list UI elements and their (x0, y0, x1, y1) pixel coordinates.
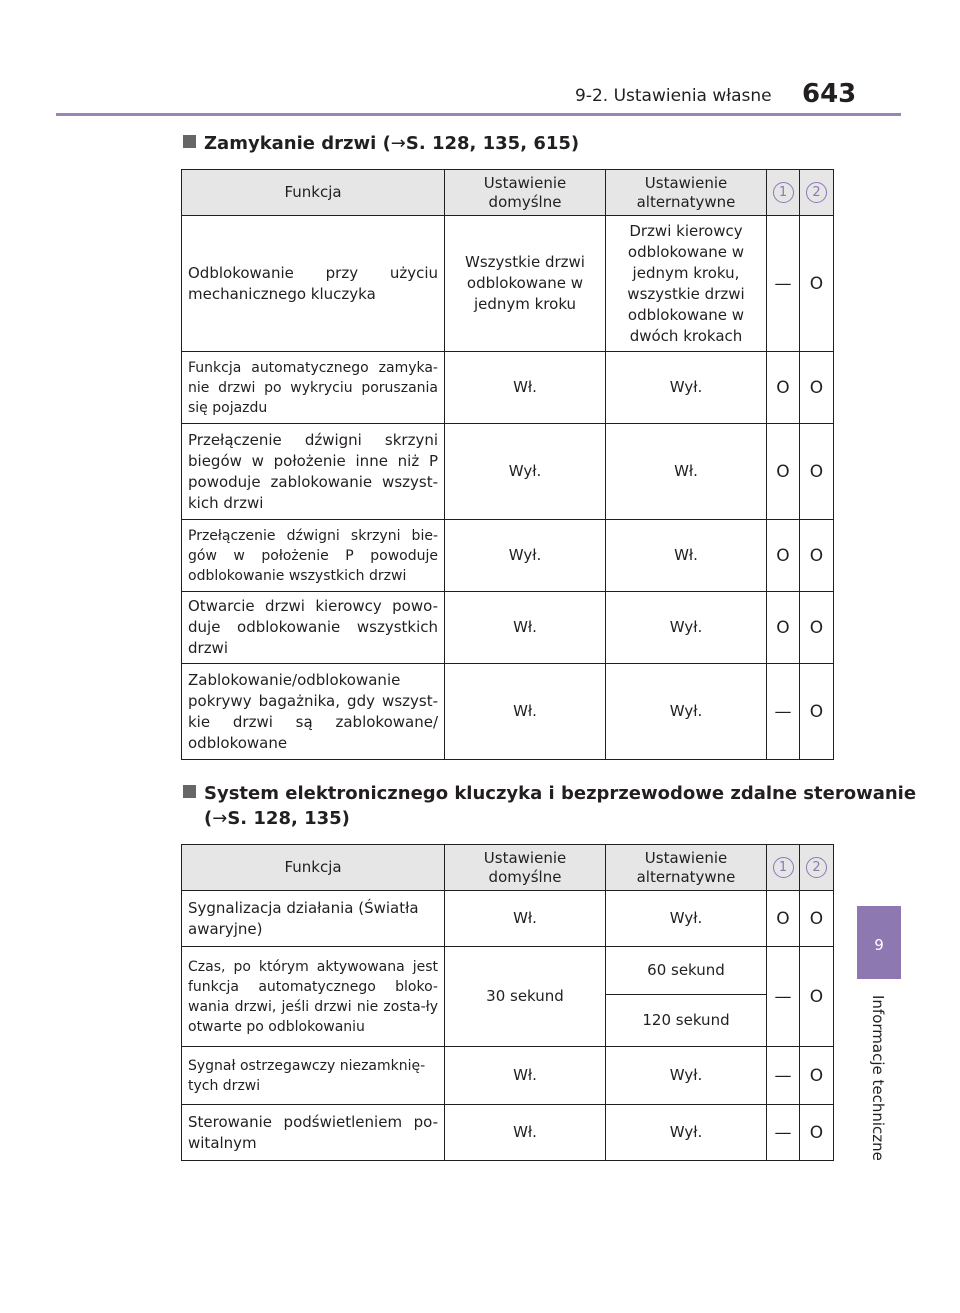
mark-2-cell: O (800, 520, 834, 592)
default-cell: Wył. (445, 520, 606, 592)
mark-1-cell: — (767, 1105, 800, 1161)
col-header-alternative: Ustawienie alternatywne (606, 845, 767, 891)
mark-2-cell: O (800, 891, 834, 947)
function-cell: Przełączenie dźwigni skrzyni bie-gów w położenie P powoduje odblokowanie wszystkich drzwi (182, 520, 445, 592)
mark-1-cell: — (767, 216, 800, 352)
default-cell: Wł. (445, 592, 606, 664)
running-header-section: 9-2. Ustawienia własne (575, 86, 772, 106)
default-cell: Wszystkie drzwi odblokowane w jednym kroku (445, 216, 606, 352)
alternative-cell: Wył. (606, 1047, 767, 1105)
default-cell: 30 sekund (445, 947, 606, 1047)
default-cell: Wł. (445, 1105, 606, 1161)
chapter-title: Informacje techniczne (869, 995, 887, 1161)
chapter-label (867, 995, 889, 1165)
table-row (182, 1105, 834, 1161)
col-header-default: Ustawienie domyślne (445, 170, 606, 216)
alternative-cell: Wył. (606, 664, 767, 760)
section-title: System elektronicznego kluczyka i bezprzewodowe zdalne sterowanie (204, 783, 917, 804)
alternative-cell: Drzwi kierowcy odblokowane w jednym kroku, wszystkie drzwi odblokowane w dwóch krokach (606, 216, 767, 352)
mark-1-cell: — (767, 1047, 800, 1105)
mark-1-cell: O (767, 424, 800, 520)
function-cell: Sterowanie podświetleniem po-witalnym (182, 1105, 445, 1161)
col-header-mark-2 (800, 845, 834, 891)
table-row (182, 891, 834, 947)
table-header-row (182, 170, 834, 216)
mark-1-cell: — (767, 947, 800, 1047)
mark-2-cell: O (800, 424, 834, 520)
table-row (182, 947, 834, 995)
mark-2-cell: O (800, 592, 834, 664)
mark-2-cell: O (800, 352, 834, 424)
mark-1-cell: O (767, 592, 800, 664)
settings-table-door-lock (181, 169, 834, 760)
square-bullet-icon (183, 135, 196, 148)
function-cell: Zablokowanie/odblokowanie pokrywy bagażnika, gdy wszyst-kie drzwi są zablokowane/ odblokowane (182, 664, 445, 760)
alternative-cell: Wł. (606, 424, 767, 520)
table-row (182, 520, 834, 592)
col-header-function: Funkcja (182, 170, 445, 216)
default-cell: Wł. (445, 1047, 606, 1105)
circled-one-icon: 1 (773, 857, 794, 878)
col-header-mark-2 (800, 170, 834, 216)
section-heading-smart-key (183, 781, 916, 831)
page-number: 643 (802, 79, 857, 109)
function-cell: Otwarcie drzwi kierowcy powo-duje odblokowanie wszystkich drzwi (182, 592, 445, 664)
function-cell: Sygnał ostrzegawczy niezamknię-tych drzwi (182, 1047, 445, 1105)
col-header-mark-1 (767, 845, 800, 891)
default-cell: Wł. (445, 891, 606, 947)
mark-2-cell: O (800, 664, 834, 760)
circled-one-icon: 1 (773, 182, 794, 203)
alternative-cell: 60 sekund (606, 947, 767, 995)
table-row (182, 664, 834, 760)
default-cell: Wł. (445, 664, 606, 760)
function-cell: Odblokowanie przy użyciu mechanicznego kluczyka (182, 216, 445, 352)
settings-table-smart-key (181, 844, 834, 1161)
mark-1-cell: O (767, 891, 800, 947)
table-row (182, 352, 834, 424)
section-title: Zamykanie drzwi ( (204, 133, 391, 154)
mark-1-cell: O (767, 520, 800, 592)
alternative-cell: Wył. (606, 352, 767, 424)
default-cell: Wł. (445, 352, 606, 424)
circled-two-icon: 2 (806, 182, 827, 203)
table-row (182, 592, 834, 664)
mark-2-cell: O (800, 216, 834, 352)
mark-1-cell: — (767, 664, 800, 760)
mark-2-cell: O (800, 1047, 834, 1105)
section-refs: S. 128, 135) (227, 808, 350, 829)
arrow-right-icon: → (212, 808, 228, 829)
section-refs: S. 128, 135, 615) (405, 133, 580, 154)
header-rule (56, 113, 901, 116)
chapter-number: 9 (874, 936, 884, 954)
section-heading-door-lock (183, 131, 579, 156)
default-cell: Wył. (445, 424, 606, 520)
table-row (182, 424, 834, 520)
col-header-mark-1 (767, 170, 800, 216)
alternative-cell: Wł. (606, 520, 767, 592)
section-refs-open: ( (204, 808, 213, 829)
circled-two-icon: 2 (806, 857, 827, 878)
col-header-function: Funkcja (182, 845, 445, 891)
col-header-default: Ustawienie domyślne (445, 845, 606, 891)
mark-1-cell: O (767, 352, 800, 424)
alternative-cell: Wył. (606, 592, 767, 664)
table-row (182, 1047, 834, 1105)
square-bullet-icon (183, 785, 196, 798)
alternative-cell: Wył. (606, 1105, 767, 1161)
col-header-alternative: Ustawienie alternatywne (606, 170, 767, 216)
table-row (182, 216, 834, 352)
alternative-cell: 120 sekund (606, 995, 767, 1047)
mark-2-cell: O (800, 1105, 834, 1161)
function-cell: Przełączenie dźwigni skrzyni biegów w położenie inne niż P powoduje zablokowanie wszyst-kich drzwi (182, 424, 445, 520)
alternative-cell: Wył. (606, 891, 767, 947)
arrow-right-icon: → (390, 133, 406, 154)
table-header-row (182, 845, 834, 891)
function-cell: Sygnalizacja działania (Światła awaryjne) (182, 891, 445, 947)
function-cell: Funkcja automatycznego zamyka-nie drzwi po wykryciu poruszania się pojazdu (182, 352, 445, 424)
function-cell: Czas, po którym aktywowana jest funkcja automatycznego bloko-wania drzwi, jeśli drzwi nie zosta-ły otwarte po odblokowaniu (182, 947, 445, 1047)
mark-2-cell: O (800, 947, 834, 1047)
chapter-tab (857, 906, 901, 979)
